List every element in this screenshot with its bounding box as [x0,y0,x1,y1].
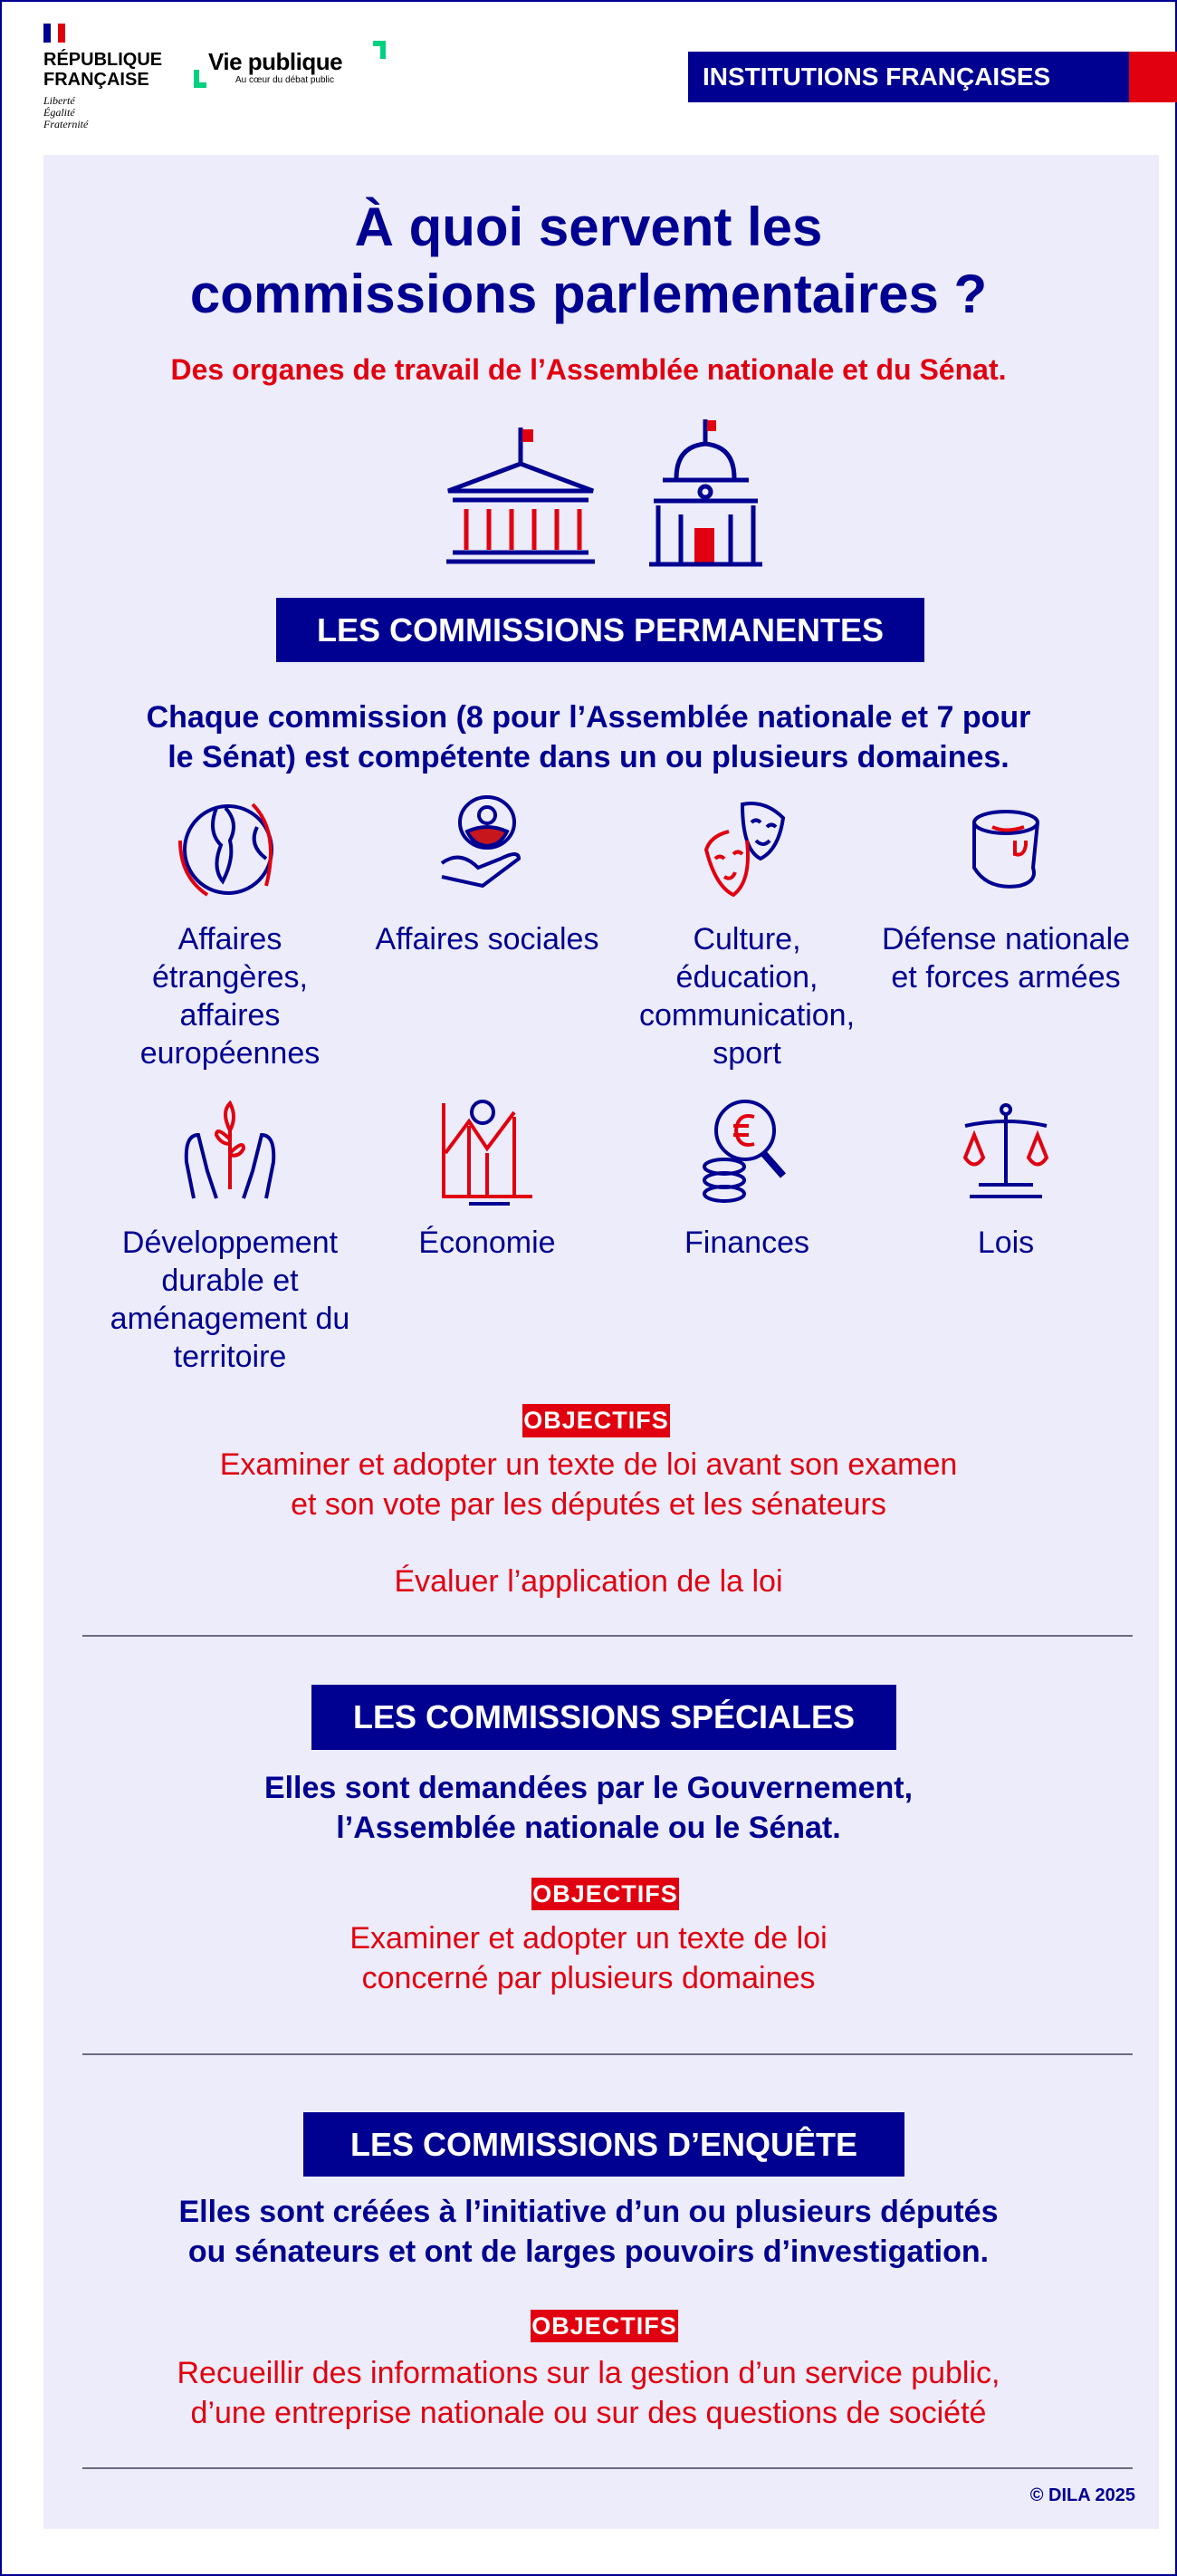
domain-label: Économie [418,1226,556,1260]
page-title: À quoi servent les commissions parlementaires ? [189,197,988,324]
theatre-masks-icon [693,795,801,904]
enquete-intro-line2: ou sénateurs et ont de larges pouvoirs d’investigation. [187,2235,990,2269]
section-heading-permanentes: LES COMMISSIONS PERMANENTES [276,598,924,662]
section-heading-enquete: LES COMMISSIONS D’ENQUÊTE [303,2112,904,2177]
motto-egalite: Égalité [43,106,75,119]
copyright: © DILA 2025 [1029,2485,1135,2505]
speciales-objectif-line1: Examiner et adopter un texte de loi [349,1921,828,1956]
divider [82,1635,1133,1637]
speciales-intro-line1: Elles sont demandées par le Gouvernement, [263,1771,914,1805]
domain-label: Finances [684,1226,809,1260]
domain-finances [620,1099,874,1262]
objectif-examiner-line1: Examiner et adopter un texte de loi avant son examen [219,1447,958,1482]
domain-label: Développement durable et aménagement du territoire [110,1226,350,1374]
vie-publique-name: Vie publique [208,48,343,75]
francaise-text: FRANÇAISE [43,70,149,90]
permanentes-intro-line1: Chaque commission (8 pour l’Assemblée nationale et 7 pour [146,700,1031,735]
enquete-intro-line1: Elles sont créées à l’initiative d’un ou plusieurs députés [178,2195,999,2229]
domain-economie [360,1099,614,1262]
domain-developpement-durable [103,1099,357,1376]
marianne-flag-icon [43,24,65,43]
divider [82,2053,1133,2055]
hand-person-icon [433,795,541,904]
objectifs-badge: OBJECTIFS [522,1404,670,1437]
category-banner: INSTITUTIONS FRANÇAISES [688,52,1129,102]
speciales-objectif-line2: concerné par plusieurs domaines [361,1961,816,1995]
kepi-icon [952,795,1060,904]
speciales-intro-line2: l’Assemblée nationale ou le Sénat. [336,1811,841,1845]
senat-building-icon [645,415,767,569]
objectifs-badge: OBJECTIFS [531,1878,679,1910]
republique-text: RÉPUBLIQUE [43,50,163,70]
objectif-examiner-line2: et son vote par les députés et les sénateurs [291,1487,886,1522]
euro-chart-icon [433,1099,541,1207]
republique-francaise-logo [43,24,179,130]
globe-icon [176,795,284,904]
motto-fraternite: Fraternité [43,118,89,130]
scales-icon [952,1099,1060,1207]
divider [82,2467,1133,2469]
page-subtitle: Des organes de travail de l’Assemblée nationale et du Sénat. [170,353,1007,386]
domain-label: Lois [977,1226,1035,1260]
domain-label: Affaires sociales [375,922,599,956]
vie-publique-tagline: Au cœur du débat public [235,75,334,85]
motto-liberte: Liberté [43,94,75,107]
domain-affaires-sociales [360,795,614,958]
domain-lois [879,1099,1133,1262]
objectif-evaluer: Évaluer l’application de la loi [394,1564,783,1599]
assemblee-building-icon [439,418,602,568]
enquete-objectif-line1: Recueillir des informations sur la gestion d’un service public, [177,2356,1000,2390]
hands-plant-icon [176,1099,284,1207]
domain-culture [620,795,874,1072]
objectifs-badge: OBJECTIFS [531,2310,678,2342]
domain-affaires-etrangeres [103,795,357,1072]
domain-defense [879,795,1133,996]
permanentes-intro-line2: le Sénat) est compétente dans un ou plusieurs domaines. [167,740,1010,774]
category-banner-accent [1129,52,1177,102]
domain-label: Affaires étrangères, affaires européennes [139,922,321,1071]
domain-label: Défense nationale et forces armées [881,922,1131,995]
enquete-objectif-line2: d’une entreprise nationale ou sur des questions de société [190,2396,987,2430]
domain-label: Culture, éducation, communication, sport [638,922,856,1071]
section-heading-speciales: LES COMMISSIONS SPÉCIALES [311,1685,896,1750]
coins-magnifier-icon [693,1099,801,1207]
